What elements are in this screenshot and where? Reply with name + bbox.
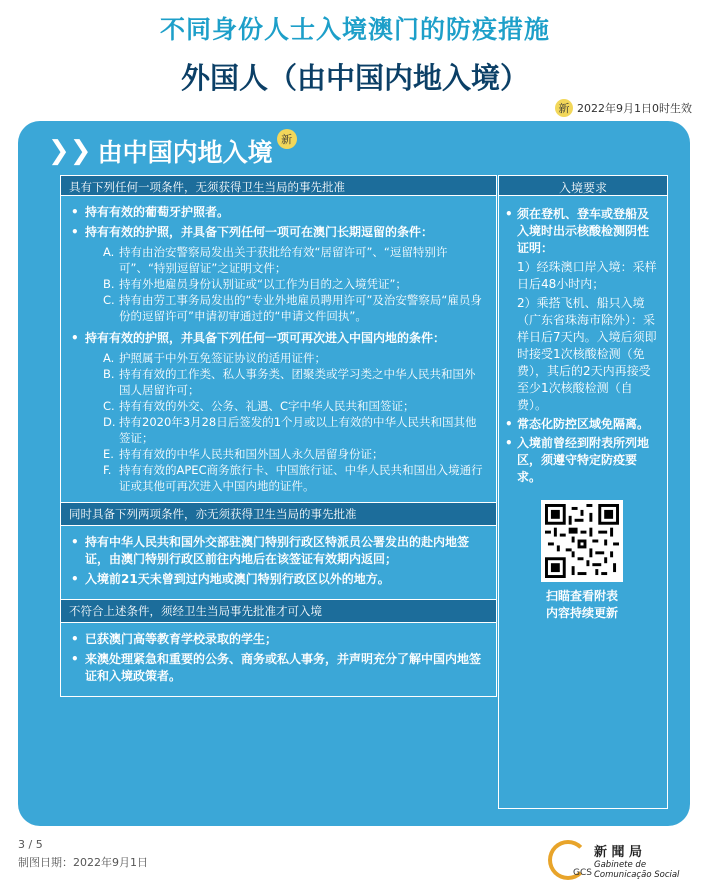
panel-heading [48, 133, 297, 169]
logo-chinese-name: 新 聞 局 [594, 844, 643, 860]
effective-text: 2022年9月1日0时生效 [577, 102, 692, 115]
sub-item: F. 持有有效的APEC商务旅行卡、中国旅行证、中华人民共和国出入境通行证或其他可再次进入中国内地的证件。 [103, 463, 483, 493]
page-title: 不同身份人士入境澳门的防疫措施 [159, 15, 550, 44]
list-item: • 持有有效的葡萄牙护照者。 [71, 205, 230, 219]
scan-note-line2: 内容持续更新 [545, 606, 618, 620]
list-item: • 持有有效的护照，并具备下列任何一项可在澳门长期逗留的条件： [71, 225, 434, 239]
panel-title: 由中国内地入境 [97, 138, 273, 167]
requirements-body [499, 196, 667, 622]
requirements-column [498, 175, 668, 809]
gcs-logo-icon: GCS [548, 840, 588, 880]
page-number: 3 / 5 [18, 838, 43, 851]
list-item: • 入境前21天未曾到过内地或澳门特别行政区以外的地方。 [71, 572, 390, 586]
gcs-logo [548, 840, 679, 880]
sub-item: B. 持有外地雇员身份认别证或“以工作为目的之入境凭证”； [103, 277, 407, 291]
section-header: 具有下列任何一项条件，无须获得卫生当局的事先批准 [61, 176, 496, 196]
list-item: • 持有中华人民共和国外交部驻澳门特别行政区特派员公署发出的赴内地签证，由澳门特别行政区前往内地后在该签证有效期内返回； [71, 535, 470, 566]
sub-item: D. 持有2020年3月28日后签发的1个月或以上有效的中华人民共和国其他签证； [103, 415, 477, 445]
qr-code-icon [545, 504, 619, 578]
section-body [61, 623, 496, 696]
scan-note-line1: 扫瞄查看附表 [545, 589, 618, 603]
logo-portuguese-line2: Comunicação Social [594, 869, 680, 880]
effective-date [555, 99, 692, 117]
info-panel [18, 121, 690, 826]
sub-item: 1）经珠澳口岸入境：采样日后48小时内； [517, 260, 657, 291]
new-badge: 新 [555, 99, 573, 117]
production-date: 制图日期：2022年9月1日 [18, 856, 148, 869]
conditions-column [60, 175, 497, 697]
sub-item: E. 持有有效的中华人民共和国外国人永久居留身份证； [103, 447, 384, 461]
logo-portuguese-line1: Gabinete de [594, 859, 647, 870]
list-item: • 已获澳门高等教育学校录取的学生； [71, 632, 278, 646]
list-item: • 来澳处理紧急和重要的公务、商务或私人事务，并声明充分了解中国内地签证和入境政策者。 [71, 652, 482, 683]
list-item: • 入境前曾经到附表所列地区，须遵守特定防疫要求。 [505, 436, 650, 484]
page-subtitle: 外国人（由中国内地入境） [180, 61, 529, 95]
section-body [61, 196, 496, 503]
requirements-header: 入境要求 [499, 176, 667, 196]
sub-item: A. 持有由治安警察局发出关于获批给有效“居留许可”、“逗留特别许可”、“特别逗留证”之证明文件； [103, 245, 448, 275]
section-header: 不符合上述条件，须经卫生当局事先批准才可入境 [61, 600, 496, 623]
sub-item: B. 持有有效的工作类、私人事务类、团聚类或学习类之中华人民共和国外国人居留许可； [103, 367, 476, 397]
list-item: • 持有有效的护照，并具备下列任何一项可再次进入中国内地的条件： [71, 331, 446, 345]
list-item: • 常态化防控区域免隔离。 [505, 417, 650, 431]
double-chevron-icon: ❯❯ [48, 136, 92, 166]
section-header: 同时具备下列两项条件，亦无须获得卫生当局的事先批准 [61, 503, 496, 526]
sub-item: 2）乘搭飞机、船只入境（广东省珠海市除外）：采样日后7天内。入境后须即时接受1次核酸检测（免费），其后的2天内再接受至少1次核酸检测（自费）。 [517, 296, 657, 412]
sub-item: C. 持有有效的外交、公务、礼遇、C字中华人民共和国签证； [103, 399, 415, 413]
qr-code[interactable] [541, 500, 623, 582]
section-body [61, 526, 496, 600]
list-item: • 须在登机、登车或登船及入境时出示核酸检测阴性证明： [505, 207, 650, 255]
sub-item: A. 护照属于中外互免签证协议的适用证件； [103, 351, 326, 365]
sub-item: C. 持有由劳工事务局发出的“专业外地雇员聘用许可”及治安警察局“雇员身份的逗留许可”申请初审通过的“申请文件回执”。 [103, 293, 482, 323]
new-badge: 新 [277, 129, 297, 149]
